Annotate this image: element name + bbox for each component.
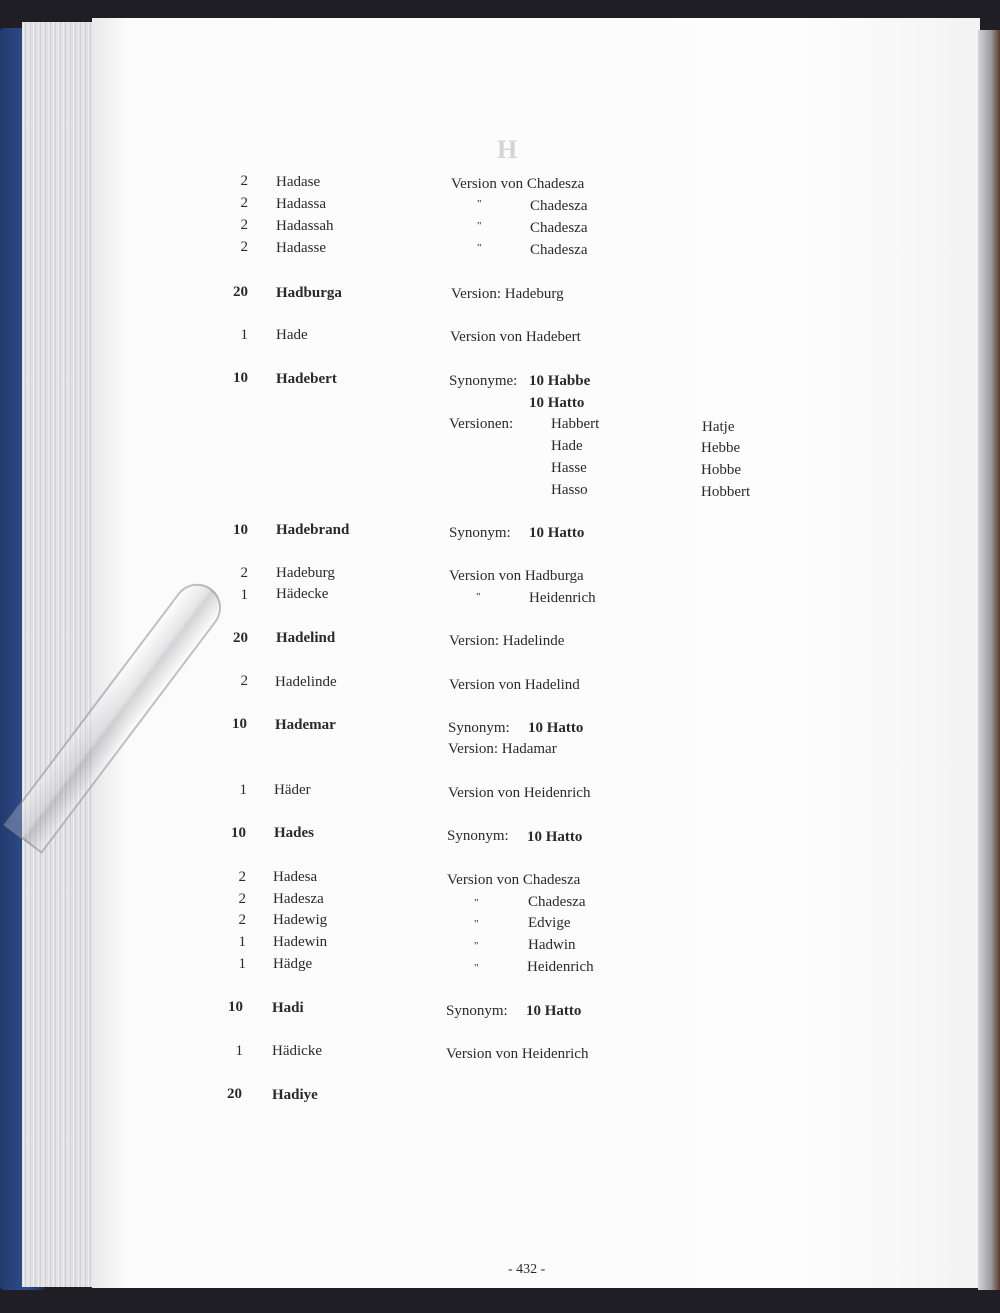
entry-name: Hades	[274, 825, 315, 841]
ditto-mark: "	[474, 940, 479, 952]
entry-count: 1	[235, 1043, 243, 1059]
entry-count: 2	[240, 239, 248, 255]
entry-name: Hädecke	[276, 586, 329, 602]
synonym-entry: 10 Hatto	[526, 1003, 582, 1019]
synonyme-label: Synonyme:	[449, 373, 518, 389]
entry-info: Version: Hadamar	[448, 741, 557, 757]
entry-count: 20	[233, 630, 248, 646]
synonym-entry: 10 Hatto	[528, 720, 584, 736]
entry-count: 2	[240, 195, 248, 211]
entry-count: 2	[240, 565, 248, 581]
entry-count: 1	[239, 782, 247, 798]
version-entry: Hade	[551, 438, 583, 454]
synonym-entry: 10 Hatto	[529, 395, 585, 411]
entry-count: 20	[233, 284, 248, 300]
version-entry: Hasse	[551, 460, 587, 476]
entry-name: Hadebrand	[276, 522, 350, 538]
entry-name: Hadesa	[273, 869, 318, 885]
entry-count: 1	[238, 956, 246, 972]
synonym-label: Synonym:	[448, 720, 510, 736]
entry-info: Hadwin	[528, 937, 576, 953]
entry-info: Version von Hadebert	[450, 329, 581, 345]
entry-count: 1	[240, 587, 248, 603]
entry-count: 10	[233, 370, 248, 386]
entry-name: Hademar	[275, 717, 336, 733]
ditto-mark: "	[476, 591, 481, 603]
ditto-mark: "	[474, 897, 479, 909]
entry-name: Häder	[274, 782, 311, 798]
version-entry: Hobbe	[701, 462, 741, 478]
entry-count: 2	[240, 673, 248, 689]
entry-info: Version von Heidenrich	[446, 1046, 589, 1062]
entry-name: Hadase	[276, 174, 321, 190]
synonym-entry: 10 Habbe	[529, 373, 591, 389]
entry-name: Hadelind	[276, 630, 336, 646]
entry-count: 2	[238, 912, 246, 928]
show-through-letter: H	[497, 135, 518, 164]
version-entry: Hasso	[551, 482, 588, 498]
entry-info: Version: Hadelinde	[449, 633, 565, 649]
entry-name: Hadebert	[276, 371, 337, 387]
entry-count: 20	[227, 1086, 242, 1102]
entry-info: Heidenrich	[529, 590, 596, 606]
entry-count: 2	[240, 217, 248, 233]
entry-info: Chadesza	[530, 242, 588, 258]
synonym-entry: 10 Hatto	[527, 829, 583, 845]
entry-name: Hadelinde	[275, 674, 337, 690]
entry-name: Hädicke	[272, 1043, 322, 1059]
entry-count: 10	[233, 522, 248, 538]
entry-info: Version von Hadelind	[449, 677, 580, 693]
entry-name: Hadi	[272, 1000, 304, 1016]
entry-count: 1	[238, 934, 246, 950]
entry-count: 10	[231, 825, 246, 841]
entry-info: Version: Hadeburg	[451, 286, 564, 302]
entry-count: 1	[240, 327, 248, 343]
entry-count: 10	[228, 999, 243, 1015]
entry-name: Hadiye	[272, 1087, 318, 1103]
ditto-mark: "	[477, 198, 482, 210]
entry-name: Hadewig	[273, 912, 328, 928]
entry-count: 2	[240, 173, 248, 189]
ditto-mark: "	[477, 220, 482, 232]
entry-name: Hadassah	[276, 218, 334, 234]
entry-name: Hadewin	[273, 934, 328, 950]
entry-name: Hadassa	[276, 196, 326, 212]
entry-name: Hade	[276, 327, 308, 343]
entry-info: Chadesza	[530, 198, 588, 214]
entry-info: Heidenrich	[527, 959, 594, 975]
entry-name: Hadesza	[273, 891, 324, 907]
synonym-label: Synonym:	[447, 828, 509, 844]
ditto-mark: "	[477, 242, 482, 254]
entry-count: 2	[238, 891, 246, 907]
entry-info: Edvige	[528, 915, 571, 931]
entry-info: Chadesza	[530, 220, 588, 236]
entry-info: Version von Chadesza	[451, 176, 585, 192]
version-entry: Hobbert	[701, 484, 751, 500]
entry-info: Version von Hadburga	[449, 568, 584, 584]
version-entry: Habbert	[551, 416, 600, 432]
entry-info: Version von Chadesza	[447, 872, 581, 888]
synonym-label: Synonym:	[449, 525, 511, 541]
entry-info: Version von Heidenrich	[448, 785, 591, 801]
entry-info: Chadesza	[528, 894, 586, 910]
synonym-entry: 10 Hatto	[529, 525, 585, 541]
entry-name: Hadburga	[276, 285, 342, 301]
ditto-mark: "	[474, 918, 479, 930]
ditto-mark: "	[474, 962, 479, 974]
entry-name: Hädge	[273, 956, 313, 972]
entry-name: Hadeburg	[276, 565, 335, 581]
synonym-label: Synonym:	[446, 1003, 508, 1019]
version-entry: Hebbe	[701, 440, 741, 456]
version-entry: Hatje	[702, 419, 735, 435]
entry-count: 10	[232, 716, 247, 732]
versionen-label: Versionen:	[449, 416, 514, 432]
entry-count: 2	[238, 869, 246, 885]
page-number: - 432 -	[508, 1262, 546, 1277]
entry-name: Hadasse	[276, 240, 326, 256]
